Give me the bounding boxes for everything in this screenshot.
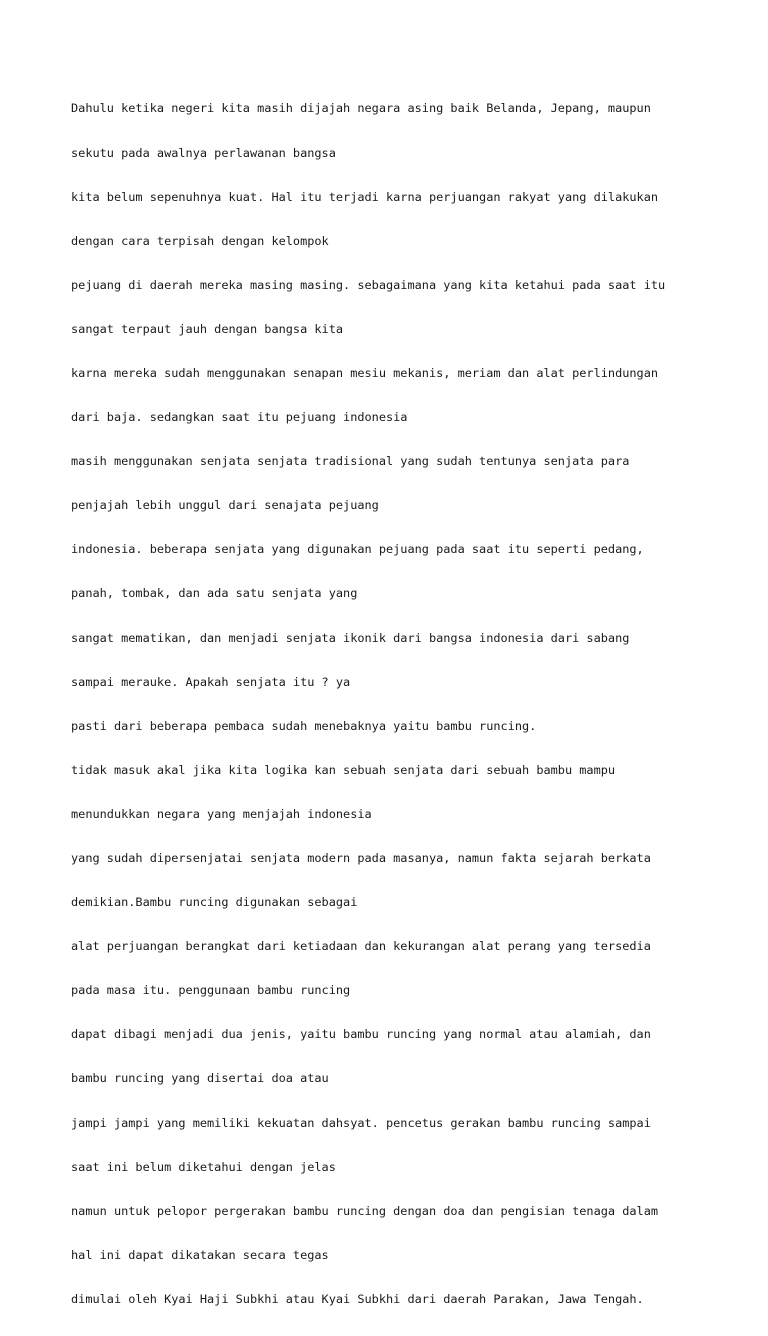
text-line: hal ini dapat dikatakan secara tegas (71, 1247, 329, 1262)
text-line: pada masa itu. penggunaan bambu runcing (71, 983, 351, 998)
text-line: dari baja. sedangkan saat itu pejuang indonesia (71, 410, 408, 425)
text-line: pejuang di daerah mereka masing masing. sebagaimana yang kita ketahui pada saat itu (71, 277, 666, 292)
text-line: jampi jampi yang memiliki kekuatan dahsyat. pencetus gerakan bambu runcing sampai (71, 1115, 651, 1130)
text-line: kita belum sepenuhnya kuat. Hal itu terjadi karna perjuangan rakyat yang dilakukan (71, 189, 659, 204)
document-body (71, 72, 751, 1336)
text-line: pasti dari beberapa pembaca sudah menebaknya yaitu bambu runcing. (71, 718, 537, 733)
text-line: Dahulu ketika negeri kita masih dijajah negara asing baik Belanda, Jepang, maupun (71, 101, 651, 116)
text-line: sangat mematikan, dan menjadi senjata ikonik dari bangsa indonesia dari sabang (71, 630, 630, 645)
text-line: sampai merauke. Apakah senjata itu ? ya (71, 674, 351, 689)
text-line: panah, tombak, dan ada satu senjata yang (71, 586, 358, 601)
text-line: karna mereka sudah menggunakan senapan mesiu mekanis, meriam dan alat perlindungan (71, 365, 659, 380)
text-line: saat ini belum diketahui dengan jelas (71, 1159, 336, 1174)
text-line: tidak masuk akal jika kita logika kan sebuah senjata dari sebuah bambu mampu (71, 762, 616, 777)
text-line: indonesia. beberapa senjata yang digunakan pejuang pada saat itu seperti pedang, (71, 542, 644, 557)
text-line: dapat dibagi menjadi dua jenis, yaitu bambu runcing yang normal atau alamiah, dan (71, 1027, 651, 1042)
text-line: bambu runcing yang disertai doa atau (71, 1071, 329, 1086)
text-line: penjajah lebih unggul dari senajata pejuang (71, 498, 379, 513)
text-line: demikian.Bambu runcing digunakan sebagai (71, 895, 358, 910)
text-line: dengan cara terpisah dengan kelompok (71, 233, 329, 248)
text-line: alat perjuangan berangkat dari ketiadaan dan kekurangan alat perang yang tersedia (71, 939, 651, 954)
text-line: namun untuk pelopor pergerakan bambu runcing dengan doa dan pengisian tenaga dalam (71, 1203, 659, 1218)
text-line: menundukkan negara yang menjajah indonesia (71, 806, 372, 821)
text-line: yang sudah dipersenjatai senjata modern pada masanya, namun fakta sejarah berkata (71, 851, 651, 865)
text-line: dimulai oleh Kyai Haji Subkhi atau Kyai Subkhi dari daerah Parakan, Jawa Tengah. (71, 1291, 644, 1306)
text-line: sekutu pada awalnya perlawanan bangsa (71, 145, 336, 160)
text-line: sangat terpaut jauh dengan bangsa kita (71, 321, 344, 336)
text-line: masih menggunakan senjata senjata tradisional yang sudah tentunya senjata para (71, 454, 630, 469)
